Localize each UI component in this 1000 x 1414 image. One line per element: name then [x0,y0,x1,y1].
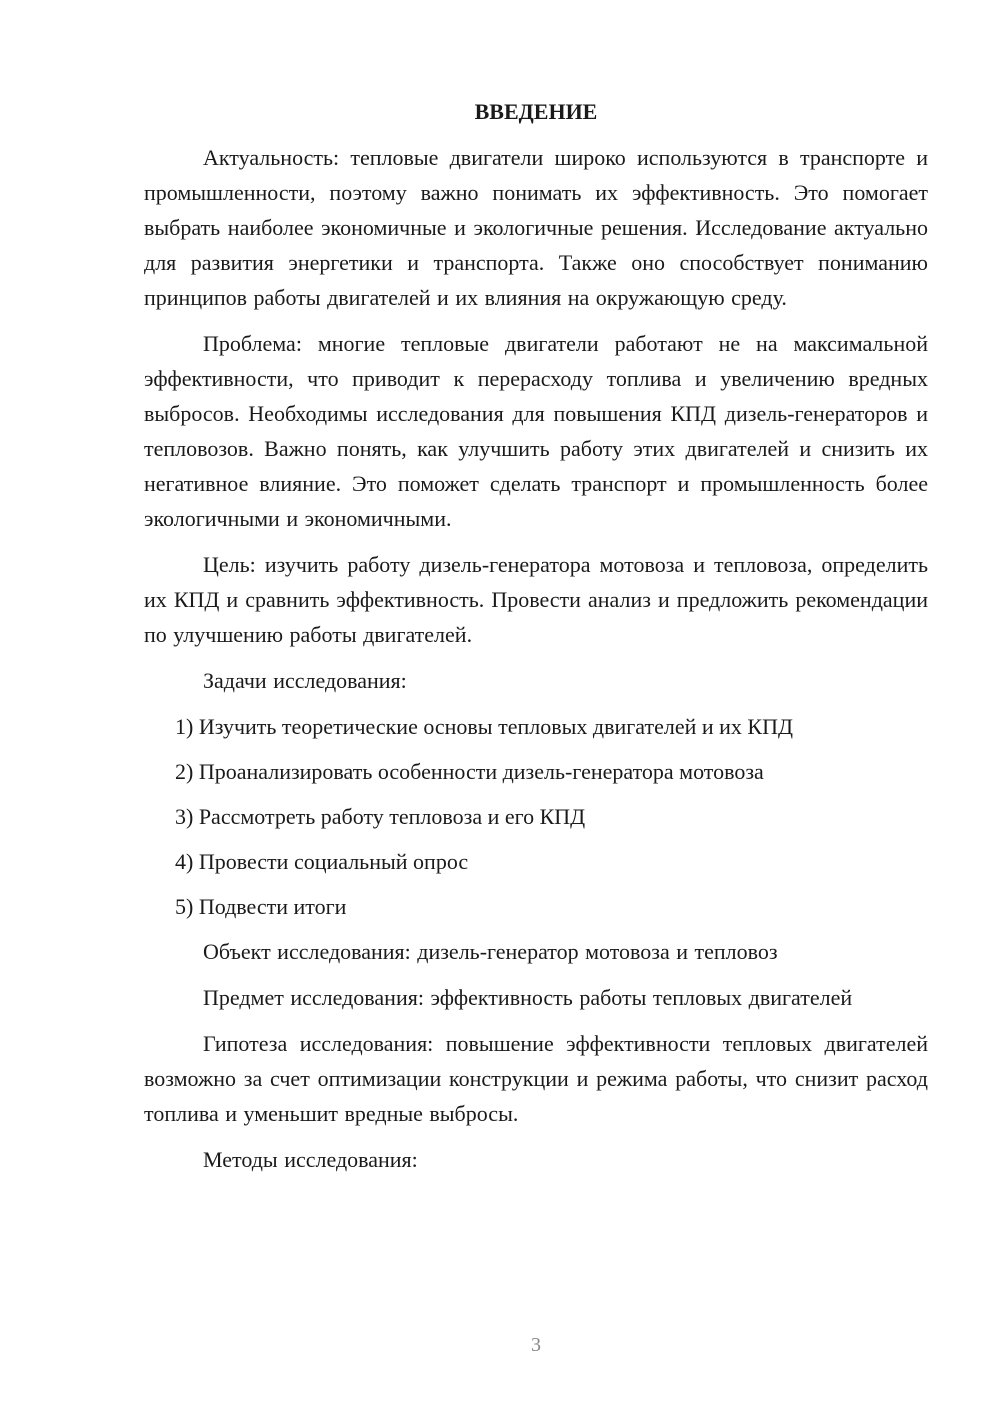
tasks-list [144,709,928,924]
object-paragraph: Объект исследования: дизель-генератор мотовоза и тепловоз [203,939,778,964]
page-content [144,94,928,1188]
relevance-paragraph: Актуальность: тепловые двигатели широко используются в транспорте и промышленности, поэтому важно понимать их эффективность. Это помогает выбрать наиболее экономичные и экологичные решения. Исследование актуально для развития энергетики и транспорта. Также оно способствует пониманию принципов работы двигателей и их влияния на окружающую среду. [144,145,928,310]
list-item: 3) Рассмотреть работу тепловоза и его КПД [175,804,586,829]
goal-paragraph: Цель: изучить работу дизель-генератора мотовоза и тепловоза, определить их КПД и сравнить эффективность. Провести анализ и предложить рекомендации по улучшению работы двигателей. [144,552,928,647]
tasks-heading: Задачи исследования: [203,668,407,693]
page-number: 3 [531,1334,541,1356]
problem-paragraph: Проблема: многие тепловые двигатели работают не на максимальной эффективности, что приводит к перерасходу топлива и увеличению вредных выбросов. Необходимы исследования для повышения КПД дизель-генераторов и тепловозов. Важно понять, как улучшить работу этих двигателей и снизить их негативное влияние. Это поможет сделать транспорт и промышленность более экологичными и экономичными. [144,331,928,531]
list-item: 2) Проанализировать особенности дизель-генератора мотовоза [175,759,764,784]
methods-paragraph: Методы исследования: [203,1147,418,1172]
list-item: 4) Провести социальный опрос [175,849,469,874]
hypothesis-paragraph: Гипотеза исследования: повышение эффективности тепловых двигателей возможно за счет оптимизации конструкции и режима работы, что снизит расход топлива и уменьшит вредные выбросы. [144,1031,928,1126]
subject-paragraph: Предмет исследования: эффективность работы тепловых двигателей [203,985,853,1010]
list-item: 1) Изучить теоретические основы тепловых двигателей и их КПД [175,714,793,739]
list-item: 5) Подвести итоги [175,894,347,919]
section-title: ВВЕДЕНИЕ [474,99,598,124]
